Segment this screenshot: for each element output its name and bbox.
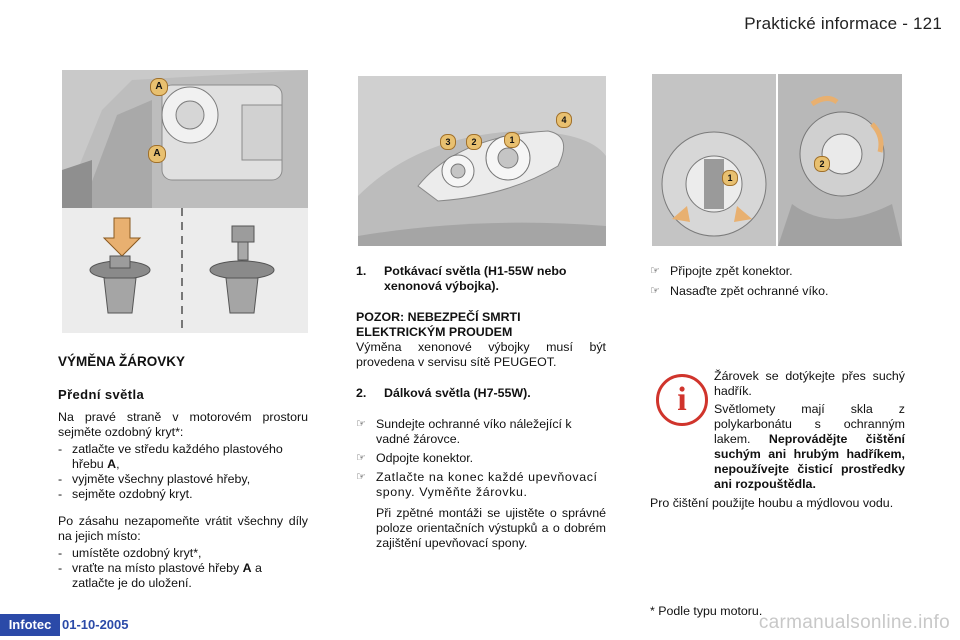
pointing-hand-icon: ☞ — [650, 265, 660, 277]
pointing-hand-icon: ☞ — [356, 471, 367, 483]
list-text-end: a zatlačte je do uložení. — [72, 561, 262, 590]
list-marker: - — [58, 561, 63, 575]
right-column — [650, 264, 905, 299]
pointing-hand-icon: ☞ — [356, 452, 366, 464]
callout-badge — [722, 170, 738, 186]
numbered-item — [356, 386, 606, 401]
callout-number: 3 — [445, 137, 451, 147]
item-number: 1. — [356, 264, 367, 278]
callout-badge — [440, 134, 456, 150]
list-item — [58, 442, 308, 472]
list-marker: - — [58, 472, 63, 486]
section-subheading: Přední světla — [58, 387, 145, 402]
info-text — [714, 402, 905, 492]
label-a-ref: A — [242, 561, 252, 575]
pointing-hand-icon: ☞ — [356, 418, 366, 430]
left-column — [58, 354, 308, 591]
footer-date: 01-10-2005 — [62, 617, 129, 632]
label-a-badge — [150, 78, 168, 96]
item-text: Potkávací světla (H1-55W nebo xenonová výbojka). — [384, 264, 567, 293]
warning-text: Výměna xenonové výbojky musí být provedena v servisu sítě PEUGEOT. — [356, 340, 606, 369]
plastic-clip-illustration — [62, 208, 308, 333]
info-text: Žárovek se dotýkejte přes suchý hadřík. — [714, 369, 905, 398]
bulb-access-illustration — [652, 74, 902, 246]
list-text: Nasaďte zpět ochranné víko. — [670, 284, 829, 298]
list-marker: - — [58, 546, 63, 560]
intro-text: Na pravé straně v motorovém prostoru sejměte ozdobný kryt*: — [58, 410, 308, 439]
list-marker: - — [58, 442, 63, 456]
list-item — [650, 284, 905, 299]
infotec-logo: Infotec — [0, 614, 60, 636]
list-text: Odpojte konektor. — [376, 451, 474, 465]
list-text: Zatlačte na konec každé upevňovací spony. Vyměňte žárovku. — [376, 470, 598, 499]
label-a-badge — [148, 145, 166, 163]
item-number: 2. — [356, 386, 367, 400]
list-item — [58, 472, 308, 487]
warning-title: POZOR: NEBEZPEČÍ SMRTI ELEKTRICKÝM PROUDEM — [356, 310, 521, 339]
list-text: Připojte zpět konektor. — [670, 264, 793, 278]
callout-badge — [504, 132, 520, 148]
reminder-text: Po zásahu nezapomeňte vrátit všechny díly na jejich místo: — [58, 514, 308, 543]
page-title: Praktické informace - 121 — [744, 14, 942, 33]
list-item — [356, 417, 606, 447]
watermark: carmanualsonline.info — [758, 612, 950, 633]
callout-badge — [466, 134, 482, 150]
engine-bay-photo — [62, 70, 308, 208]
label-a-ref: A — [107, 457, 117, 471]
callout-number: 2 — [819, 159, 825, 169]
list-text: Sundejte ochranné víko náležející k vadné žárovce. — [376, 417, 572, 446]
middle-column — [356, 264, 606, 551]
info-icon: i — [656, 374, 708, 426]
section-heading: VÝMĚNA ŽÁROVKY — [58, 354, 186, 369]
list-text: umístěte ozdobný kryt*, — [72, 546, 202, 560]
list-item — [356, 451, 606, 466]
bulb-access-photo — [652, 74, 902, 246]
list-item — [650, 264, 905, 279]
engine-bay-illustration — [62, 70, 308, 208]
callout-badge — [556, 112, 572, 128]
callout-badge — [814, 156, 830, 172]
info-box — [650, 369, 905, 511]
list-item — [58, 561, 308, 591]
list-marker: - — [58, 487, 63, 501]
info-warning: Neprovádějte čištění suchým ani hrubým hadříkem, nepoužívejte čisticí prostředky ani rozpouštědla. — [714, 432, 906, 491]
list-item — [58, 487, 308, 502]
info-plain: Světlomety mají skla z polykarbonátu s ochranným lakem. — [714, 402, 905, 446]
numbered-item — [356, 264, 606, 294]
callout-number: 1 — [509, 135, 515, 145]
headlamp-photo — [358, 76, 606, 246]
callout-number: 1 — [727, 173, 733, 183]
callout-number: 2 — [471, 137, 477, 147]
label-a-text: A — [155, 81, 163, 92]
list-item — [58, 546, 308, 561]
footnote: * Podle typu motoru. — [650, 604, 763, 618]
item-text: Dálková světla (H7-55W). — [384, 386, 531, 400]
headlamp-illustration — [358, 76, 606, 246]
reassembly-text: Při zpětné montáži se ujistěte o správné poloze orientačních výstupků a o dobrém zajištění upevňovací spony. — [376, 506, 606, 550]
pointing-hand-icon: ☞ — [650, 285, 660, 297]
list-item — [356, 470, 606, 500]
list-text-end: , — [116, 457, 120, 471]
list-text: zatlačte ve středu každého plastového hřebu — [72, 442, 283, 471]
list-text: sejměte ozdobný kryt. — [72, 487, 193, 501]
callout-number: 4 — [561, 115, 567, 125]
list-text: vyjměte všechny plastové hřeby, — [72, 472, 251, 486]
clip-diagram — [62, 208, 308, 333]
label-a-text: A — [153, 148, 161, 159]
info-text: Pro čištění použijte houbu a mýdlovou vodu. — [650, 496, 894, 510]
list-text: vraťte na místo plastové hřeby — [72, 561, 243, 575]
